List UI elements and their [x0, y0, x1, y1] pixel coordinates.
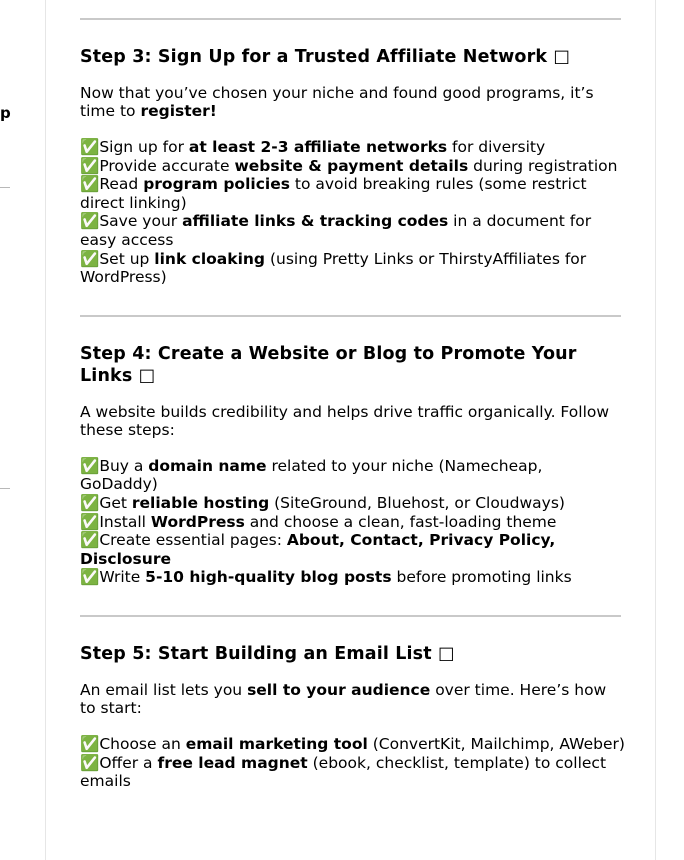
text-run: Choose an	[99, 734, 186, 753]
checkmark-icon: ✅	[80, 175, 100, 194]
text-run: (SiteGround, Bluehost, or Cloudways)	[269, 493, 565, 512]
text-run: Get	[99, 493, 132, 512]
checklist-item	[80, 568, 625, 587]
checkmark-icon: ✅	[80, 249, 100, 268]
text-run: (using Pretty Links or ThirstyAffiliates for WordPress)	[80, 249, 587, 287]
step-5-intro	[80, 681, 625, 717]
text-run: Now that you’ve chosen your niche and found good programs, it’s time to	[80, 84, 594, 120]
bold-text: link cloaking	[154, 249, 266, 268]
text-run: Create essential pages:	[99, 531, 287, 550]
checkmark-icon: ✅	[80, 493, 100, 512]
text-run: and choose a clean, fast-loading theme	[244, 512, 557, 531]
bold-text: website & payment details	[234, 156, 469, 175]
section-divider	[80, 615, 621, 617]
text-run: Read	[99, 175, 144, 194]
text-run: Provide accurate	[99, 156, 235, 175]
section-divider	[80, 315, 621, 317]
checklist-item	[80, 513, 625, 532]
checklist-item	[80, 531, 625, 568]
text-run: An email list lets you	[80, 680, 248, 699]
checkmark-icon: ✅	[80, 512, 100, 531]
bold-text: 5-10 high-quality blog posts	[145, 568, 392, 587]
checklist-item	[80, 754, 625, 791]
previous-column	[0, 0, 10, 860]
bold-text: email marketing tool	[185, 734, 368, 753]
step-3-checklist	[80, 138, 625, 287]
emoji-placeholder-icon: □	[138, 365, 156, 386]
bold-text: WordPress	[150, 512, 245, 531]
checklist-item	[80, 212, 625, 249]
step-3-intro	[80, 84, 625, 120]
checklist-item	[80, 735, 625, 754]
text-run: before promoting links	[391, 568, 572, 587]
text-run: (ebook, checklist, template) to collect emails	[80, 753, 607, 791]
text-run: in a document for easy access	[80, 212, 592, 249]
text-run: Offer a	[99, 753, 158, 772]
emoji-placeholder-icon: □	[438, 643, 455, 664]
text-run: A website builds credibility and helps drive traffic organically. Follow these steps:	[80, 402, 610, 439]
text-run: Sign up for	[99, 138, 189, 156]
emoji-placeholder-icon: □	[553, 47, 571, 67]
text-run: to avoid breaking rules (some restrict direct linking)	[80, 175, 587, 212]
article-content	[80, 0, 625, 791]
text-run: Install	[99, 512, 151, 531]
step-3-section	[80, 46, 625, 287]
checkmark-icon: ✅	[80, 734, 100, 753]
bold-text: register!	[140, 102, 217, 120]
step-5-checklist	[80, 735, 625, 791]
checklist-item	[80, 138, 625, 157]
previous-column-divider	[0, 187, 10, 188]
step-5-heading: Step 5: Start Building an Email List □	[80, 643, 455, 664]
checklist-item	[80, 494, 625, 513]
checklist-item	[80, 175, 625, 212]
text-run: during registration	[468, 156, 618, 175]
previous-column-text: p	[0, 104, 11, 122]
bold-text: program policies	[143, 175, 290, 194]
checkmark-icon: ✅	[80, 212, 100, 231]
text-run: over time. Here’s how to start:	[80, 680, 607, 717]
step-4-intro	[80, 403, 625, 439]
text-run: related to your niche (Namecheap, GoDaddy)	[80, 456, 543, 494]
text-run: Set up	[99, 249, 155, 268]
text-run: Write	[99, 568, 146, 587]
checkmark-icon: ✅	[80, 531, 100, 550]
checkmark-icon: ✅	[80, 753, 100, 772]
step-4-checklist	[80, 457, 625, 587]
checkmark-icon: ✅	[80, 568, 100, 587]
step-4-heading: Step 4: Create a Website or Blog to Promote Your Links □	[80, 343, 577, 386]
step-4-section	[80, 343, 625, 587]
bold-text: free lead magnet	[157, 753, 308, 772]
bold-text: at least 2-3 affiliate networks	[188, 138, 448, 156]
text-run: Save your	[99, 212, 183, 231]
checkmark-icon: ✅	[80, 156, 100, 175]
checklist-item	[80, 457, 625, 494]
step-3-heading: Step 3: Sign Up for a Trusted Affiliate Network □	[80, 47, 571, 67]
bold-text: domain name	[148, 456, 267, 475]
bold-text: sell to your audience	[247, 680, 431, 699]
checklist-item	[80, 157, 625, 176]
previous-column-divider	[0, 488, 10, 489]
bold-text: About, Contact, Privacy Policy, Disclosure	[80, 531, 556, 568]
checklist-item	[80, 250, 625, 287]
text-run: (ConvertKit, Mailchimp, AWeber)	[367, 734, 625, 753]
section-divider	[80, 18, 621, 20]
text-run: Buy a	[99, 456, 149, 475]
bold-text: reliable hosting	[131, 493, 270, 512]
bold-text: affiliate links & tracking codes	[182, 212, 449, 231]
checkmark-icon: ✅	[80, 138, 100, 156]
text-run: for diversity	[447, 138, 546, 156]
step-5-section	[80, 643, 625, 791]
checkmark-icon: ✅	[80, 456, 100, 475]
